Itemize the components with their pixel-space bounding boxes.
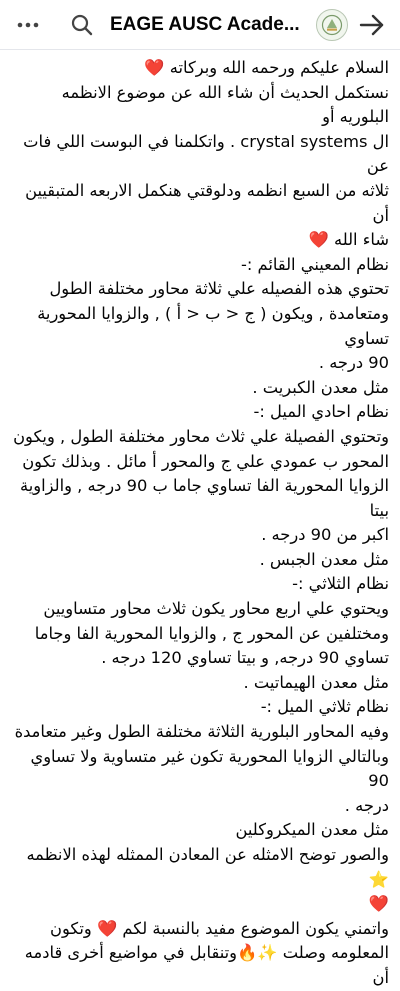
post-line: ويحتوي علي اربع محاور يكون ثلاث محاور متساويين <box>43 599 389 619</box>
post-line: نستكمل الحديث أن شاء الله عن موضوع الانظمه البلوريه أو <box>61 82 389 127</box>
post-line: مثل معدن الجبس . <box>259 549 389 569</box>
post-line: شاء الله ❤️ <box>308 230 389 250</box>
post-line: وبالتالي الزوايا المحورية تكون غير متساوية ولا تساوي 90 <box>30 746 389 791</box>
page-title: EAGE AUSC Acade... <box>110 13 300 35</box>
post-line: المعلومه وصلت ✨🔥وتنقابل في مواضيع أخرى قادمه أن <box>24 943 389 987</box>
post-line: وتحتوي الفصيلة علي ثلاث محاور مختلفة الطول , ويكون <box>13 426 389 446</box>
post-line: وفيه المحاور البلورية الثلاثة مختلفة الطول وغير متعامدة <box>14 722 389 742</box>
post-line: الزوايا المحورية الفا تساوي جاما ب 90 درجه , والزاوية بيتا <box>20 476 389 520</box>
post-line: تساوي 90 درجه, و بيتا تساوي 120 درجه . <box>101 648 389 668</box>
post-line: ❤️ <box>368 894 389 914</box>
arrow-right-icon <box>359 14 385 36</box>
post-line: واتمني يكون الموضوع مفيد بالنسبة لكم ❤️ وتكون <box>50 918 389 938</box>
search-icon <box>70 13 94 37</box>
more-options-button[interactable] <box>10 7 46 43</box>
post-line: المحور ب عمودي علي ج والمحور أ مائل . وبذلك تكون <box>22 451 389 471</box>
page-logo-icon <box>321 14 343 36</box>
post-line: مثل معدن الميكروكلين <box>235 820 389 840</box>
search-button[interactable] <box>64 7 100 43</box>
top-bar <box>0 0 400 50</box>
post-line: ومتعامدة , ويكون ( ج < ب < أ ) , والزوايا المحورية تساوي <box>37 303 389 348</box>
post-line: نظام ثلاثي الميل :- <box>260 697 389 717</box>
post-line: ثلاثه من السبع انظمه ودلوقتي هنكمل الاربعه المتبقيين أن <box>25 180 389 225</box>
post-line: السلام عليكم ورحمه الله وبركاته ❤️ <box>144 58 389 77</box>
post-line: درجه . <box>344 795 389 815</box>
post-line: مثل معدن الهيماتيت . <box>243 672 389 692</box>
post-body <box>0 50 400 991</box>
post-line: اكبر من 90 درجه . <box>261 525 389 545</box>
post-line: ومختلفين عن المحور ج , والزوايا المحورية الفا وجاما <box>34 623 389 643</box>
post-line: نظام الثلاثي :- <box>292 574 389 594</box>
page-logo[interactable] <box>316 9 348 41</box>
post-line: نظام المعيني القائم :- <box>240 254 389 274</box>
back-button[interactable] <box>354 7 390 43</box>
post-line: تحتوي هذه الفصيله علي ثلاثة محاور مختلفة الطول <box>49 279 389 299</box>
post-line: 90 درجه . <box>318 353 389 373</box>
post-line: ال crystal systems . واتكلمنا في البوست اللي فات عن <box>23 131 389 176</box>
more-dots-icon <box>17 22 39 28</box>
post-line: نظام احادي الميل :- <box>253 402 389 422</box>
post-line: والصور توضح الامثله عن المعادن الممثله لهذه الانظمه ⭐ <box>26 845 389 889</box>
post-line: مثل معدن الكبريت . <box>252 377 389 397</box>
